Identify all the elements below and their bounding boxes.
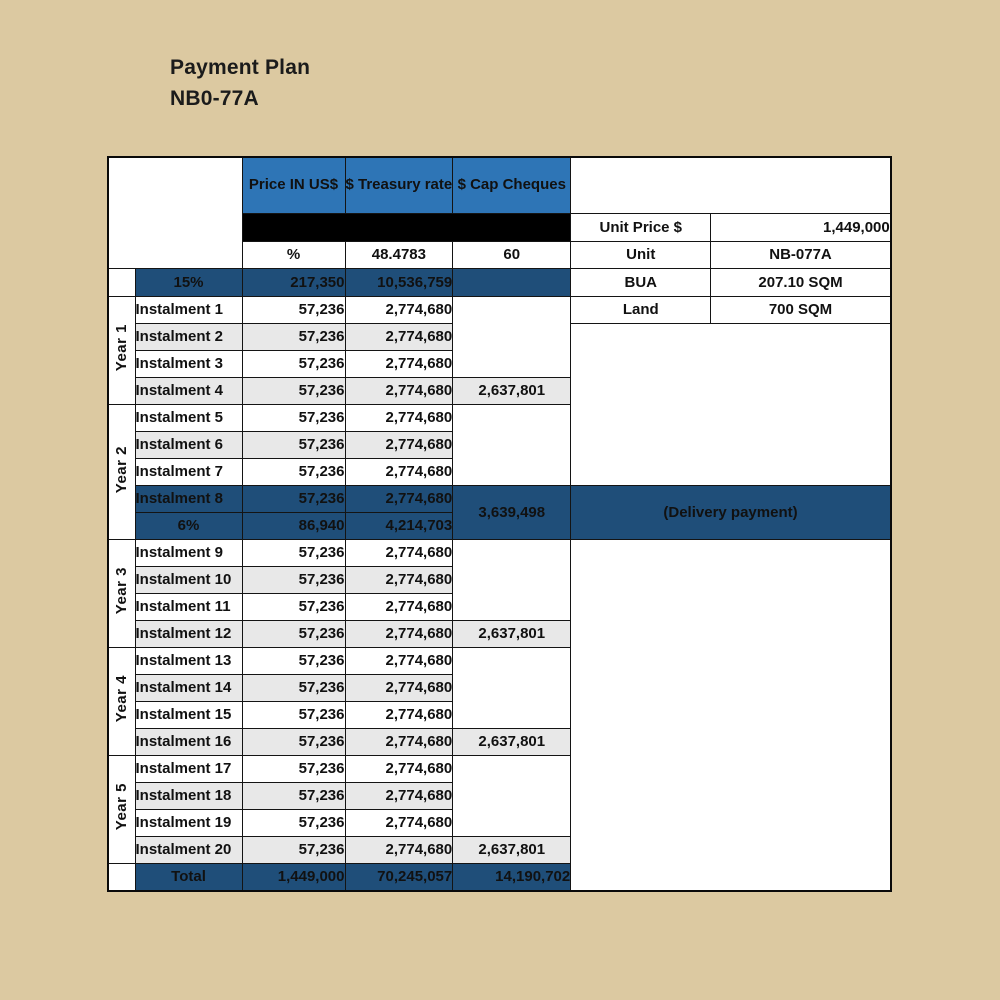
instalment-price: 57,236: [242, 296, 345, 323]
instalment-price: 57,236: [242, 674, 345, 701]
instalment-treasury: 2,774,680: [345, 296, 453, 323]
instalment-label: Instalment 11: [135, 593, 242, 620]
top-right-empty-cell: [571, 157, 891, 213]
cap-empty-merged-y5: [453, 755, 571, 836]
right-empty-region-upper: [571, 323, 891, 485]
instalment-treasury: 2,774,680: [345, 458, 453, 485]
info-value-unit-price: 1,449,000: [711, 213, 891, 241]
instalment-label: Instalment 2: [135, 323, 242, 350]
instalment-treasury: 2,774,680: [345, 674, 453, 701]
six-percent-treasury: 4,214,703: [345, 512, 453, 539]
col-header-cap-cheques: $ Cap Cheques: [453, 157, 571, 213]
instalment-price: 57,236: [242, 809, 345, 836]
instalment-treasury: 2,774,680: [345, 377, 453, 404]
delivery-payment-note: (Delivery payment): [571, 485, 891, 539]
cap-cheque-value-delivery: 3,639,498: [453, 485, 571, 539]
instalment-label: Instalment 18: [135, 782, 242, 809]
col-header-treasury: $ Treasury rate: [345, 157, 453, 213]
instalment-price: 57,236: [242, 593, 345, 620]
downpayment-cap-empty: [453, 268, 571, 296]
black-band-cell: [242, 213, 571, 241]
cap-empty-merged-y2: [453, 404, 571, 485]
instalment-treasury: 2,774,680: [345, 809, 453, 836]
instalment-price: 57,236: [242, 782, 345, 809]
instalment-treasury: 2,774,680: [345, 539, 453, 566]
instalment-label: Instalment 4: [135, 377, 242, 404]
page-title: [170, 52, 310, 114]
instalment-treasury: 2,774,680: [345, 593, 453, 620]
total-label: Total: [135, 863, 242, 891]
info-label-land: Land: [571, 296, 711, 323]
year-group-label-3: Year 3: [108, 539, 135, 647]
instalment-price: 57,236: [242, 404, 345, 431]
instalment-label: Instalment 13: [135, 647, 242, 674]
instalment-price: 57,236: [242, 566, 345, 593]
payment-plan-sheet: [107, 156, 892, 892]
info-value-unit: NB-077A: [711, 241, 891, 268]
instalment-price: 57,236: [242, 620, 345, 647]
instalment-price: 57,236: [242, 647, 345, 674]
instalment-treasury: 2,774,680: [345, 755, 453, 782]
year-group-label-2: Year 2: [108, 404, 135, 539]
info-value-bua: 207.10 SQM: [711, 268, 891, 296]
instalment-price: 57,236: [242, 350, 345, 377]
six-percent-label: 6%: [135, 512, 242, 539]
info-label-unit: Unit: [571, 241, 711, 268]
info-label-bua: BUA: [571, 268, 711, 296]
cap-cheque-value-y3: 2,637,801: [453, 620, 571, 647]
instalment-label: Instalment 10: [135, 566, 242, 593]
year-group-label-4: Year 4: [108, 647, 135, 755]
six-percent-price: 86,940: [242, 512, 345, 539]
instalment-label: Instalment 12: [135, 620, 242, 647]
total-treasury: 70,245,057: [345, 863, 453, 891]
cap-cheque-value-y5: 2,637,801: [453, 836, 571, 863]
instalment-label: Instalment 9: [135, 539, 242, 566]
instalment-treasury: 2,774,680: [345, 836, 453, 863]
instalment-treasury: 2,774,680: [345, 485, 453, 512]
instalment-treasury: 2,774,680: [345, 728, 453, 755]
downpayment-label: 15%: [135, 268, 242, 296]
instalment-price: 57,236: [242, 431, 345, 458]
instalment-price: 57,236: [242, 836, 345, 863]
downpayment-treasury: 10,536,759: [345, 268, 453, 296]
instalment-treasury: 2,774,680: [345, 620, 453, 647]
instalment-price: 57,236: [242, 485, 345, 512]
instalment-label: Instalment 14: [135, 674, 242, 701]
instalment-label: Instalment 17: [135, 755, 242, 782]
instalment-treasury: 2,774,680: [345, 566, 453, 593]
total-price: 1,449,000: [242, 863, 345, 891]
instalment-treasury: 2,774,680: [345, 647, 453, 674]
instalment-price: 57,236: [242, 701, 345, 728]
instalment-price: 57,236: [242, 458, 345, 485]
instalment-treasury: 2,774,680: [345, 701, 453, 728]
year-col-empty-cell: [108, 268, 135, 296]
instalment-label: Instalment 7: [135, 458, 242, 485]
year-col-empty-cell: [108, 863, 135, 891]
instalment-label: Instalment 15: [135, 701, 242, 728]
instalment-treasury: 2,774,680: [345, 323, 453, 350]
page-title-line2: NB0-77A: [170, 87, 259, 110]
top-left-empty-cell: [108, 157, 242, 268]
right-empty-region-lower: [571, 539, 891, 891]
instalment-label: Instalment 20: [135, 836, 242, 863]
instalment-treasury: 2,774,680: [345, 431, 453, 458]
info-value-land: 700 SQM: [711, 296, 891, 323]
page-title-line1: Payment Plan: [170, 56, 311, 79]
year-group-label-1: Year 1: [108, 296, 135, 404]
cap-empty-merged-y3: [453, 539, 571, 620]
instalment-treasury: 2,774,680: [345, 782, 453, 809]
instalment-treasury: 2,774,680: [345, 350, 453, 377]
year-group-label-5: Year 5: [108, 755, 135, 863]
instalment-price: 57,236: [242, 728, 345, 755]
total-cap-cheques: 14,190,702: [453, 863, 571, 891]
cap-empty-merged-y1: [453, 296, 571, 377]
payment-plan-table: [107, 156, 892, 892]
instalment-label: Instalment 19: [135, 809, 242, 836]
cap-cheque-value-y4: 2,637,801: [453, 728, 571, 755]
instalment-label: Instalment 6: [135, 431, 242, 458]
instalment-price: 57,236: [242, 377, 345, 404]
treasury-rate-cell: 48.4783: [345, 241, 453, 268]
instalment-label: Instalment 3: [135, 350, 242, 377]
cap-cheque-value-y1: 2,637,801: [453, 377, 571, 404]
col-header-price: Price IN US$: [242, 157, 345, 213]
info-label-unit-price: Unit Price $: [571, 213, 711, 241]
cheque-count-cell: 60: [453, 241, 571, 268]
instalment-label: Instalment 1: [135, 296, 242, 323]
instalment-price: 57,236: [242, 539, 345, 566]
cap-empty-merged-y4: [453, 647, 571, 728]
instalment-label: Instalment 16: [135, 728, 242, 755]
instalment-label: Instalment 5: [135, 404, 242, 431]
instalment-treasury: 2,774,680: [345, 404, 453, 431]
downpayment-price: 217,350: [242, 268, 345, 296]
rate-percent-cell: %: [242, 241, 345, 268]
instalment-price: 57,236: [242, 323, 345, 350]
instalment-label: Instalment 8: [135, 485, 242, 512]
instalment-price: 57,236: [242, 755, 345, 782]
